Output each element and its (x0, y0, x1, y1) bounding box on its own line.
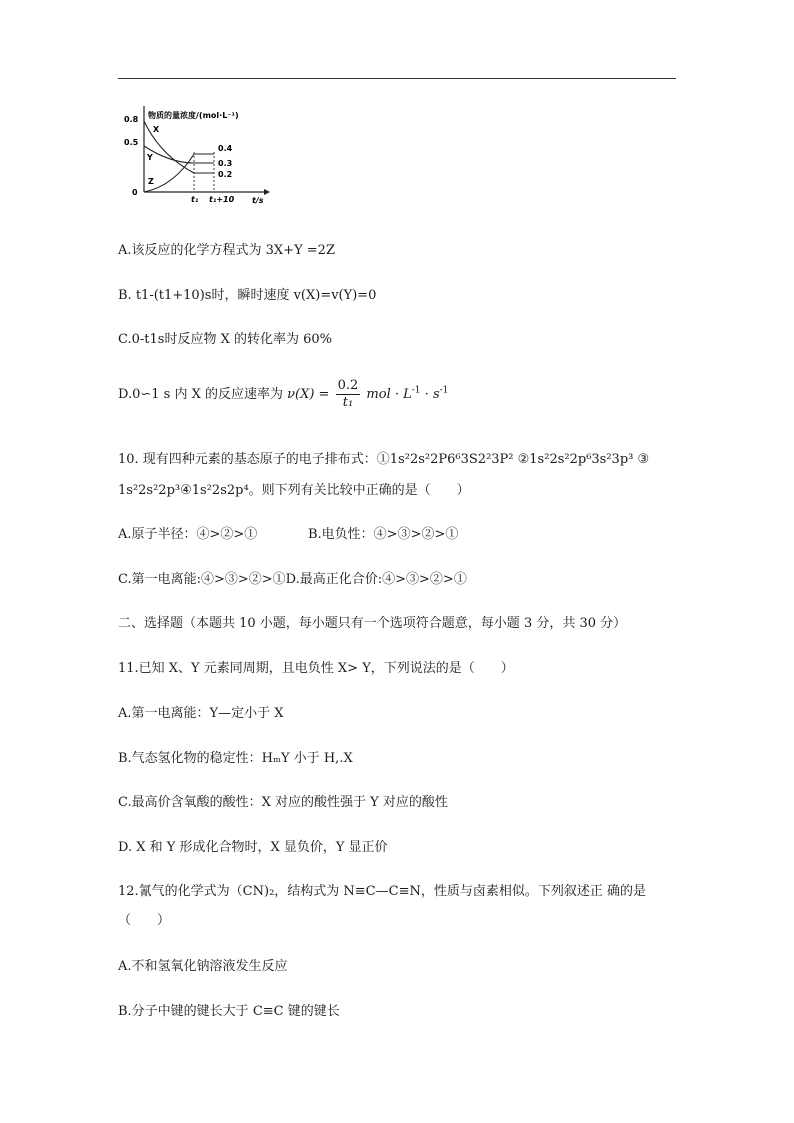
x-tick-label: t₁ (191, 195, 199, 204)
x-tick-label: t₁+10 (209, 195, 235, 204)
header-rule (118, 78, 676, 79)
x-axis-label: t/s (252, 196, 264, 205)
q10-option-b: B.电负性：④>③>②>① (308, 527, 459, 542)
q9-option-d-prefix: D.0∽1 s 内 X 的反应速率为 (118, 387, 283, 402)
y-axis-label: 物质的量浓度/(mol·L⁻¹) (148, 111, 239, 120)
y-tick-label: 0.8 (124, 115, 139, 124)
q10-stem-line2: 1s²2s²2p³④1s²2s2p⁴。则下列有关比较中正确的是（ ） (118, 483, 470, 498)
q12-option-b: B.分子中键的键长大于 C≡C 键的键长 (118, 1004, 340, 1019)
rate-unit: mol · L (366, 387, 412, 402)
q10-options-cd: C.第一电离能:④>③>②>①D.最高正化合价:④>③>②>① (118, 572, 467, 587)
q9-option-d (118, 378, 448, 411)
q11-stem: 11.已知 X、Y 元素同周期，且电负性 X> Y，下列说法的是（ ） (118, 661, 514, 676)
q9-option-b: B. t1-(t1+10)s时，瞬时速度 v(X)=v(Y)=0 (118, 288, 377, 303)
fraction-denominator: t₁ (342, 395, 354, 410)
q11-option-b: B.气态氢化物的稳定性：HₘY 小于 H,.X (118, 751, 353, 766)
end-value-label: 0.4 (218, 144, 233, 153)
q11-option-d: D. X 和 Y 形成化合物时，X 显负价，Y 显正价 (118, 840, 388, 855)
rate-fraction (336, 378, 361, 411)
q10-option-a: A.原子半径：④>②>① (118, 527, 258, 542)
q9-option-a: A.该反应的化学方程式为 3X+Y =2Z (118, 243, 335, 258)
fraction-numerator: 0.2 (337, 378, 359, 393)
q12-option-a: A.不和氢氧化钠溶液发生反应 (118, 959, 288, 974)
unit-exponent: -1 (439, 385, 449, 396)
y-tick-label: 0 (132, 188, 138, 197)
rate-expression: ν(X) = (287, 387, 330, 402)
y-tick-label: 0.5 (124, 138, 139, 147)
end-value-label: 0.2 (218, 170, 233, 179)
series-label: X (153, 125, 160, 134)
concentration-time-graph (118, 100, 278, 208)
q12-stem-line1: 12.氰气的化学式为（CN)₂，结构式为 N≡C—C≡N，性质与卤素相似。下列叙述正 确的是 (118, 884, 646, 899)
x-axis-arrow (264, 189, 270, 195)
section-2-heading: 二、选择题（本题共 10 小题，每小题只有一个选项符合题意，每小题 3 分，共 30 分） (118, 616, 627, 631)
q10-stem-line1: 10. 现有四种元素的基态原子的电子排布式：①1s²2s²2P6⁶3S2²3P² ②1s²2s²2p⁶3s²3p³ ③ (118, 452, 650, 467)
q12-stem-line2: （ ） (118, 913, 171, 928)
q11-option-c: C.最高价含氧酸的酸性：X 对应的酸性强于 Y 对应的酸性 (118, 795, 448, 810)
rate-unit-s: · s (420, 387, 440, 402)
series-label: Y (147, 153, 153, 162)
unit-exponent: -1 (411, 385, 421, 396)
end-value-label: 0.3 (218, 159, 233, 168)
q9-option-c: C.0-t1s时反应物 X 的转化率为 60% (118, 332, 332, 347)
series-label: Z (148, 177, 154, 186)
q11-option-a: A.第一电离能：Y—定小于 X (118, 706, 284, 721)
